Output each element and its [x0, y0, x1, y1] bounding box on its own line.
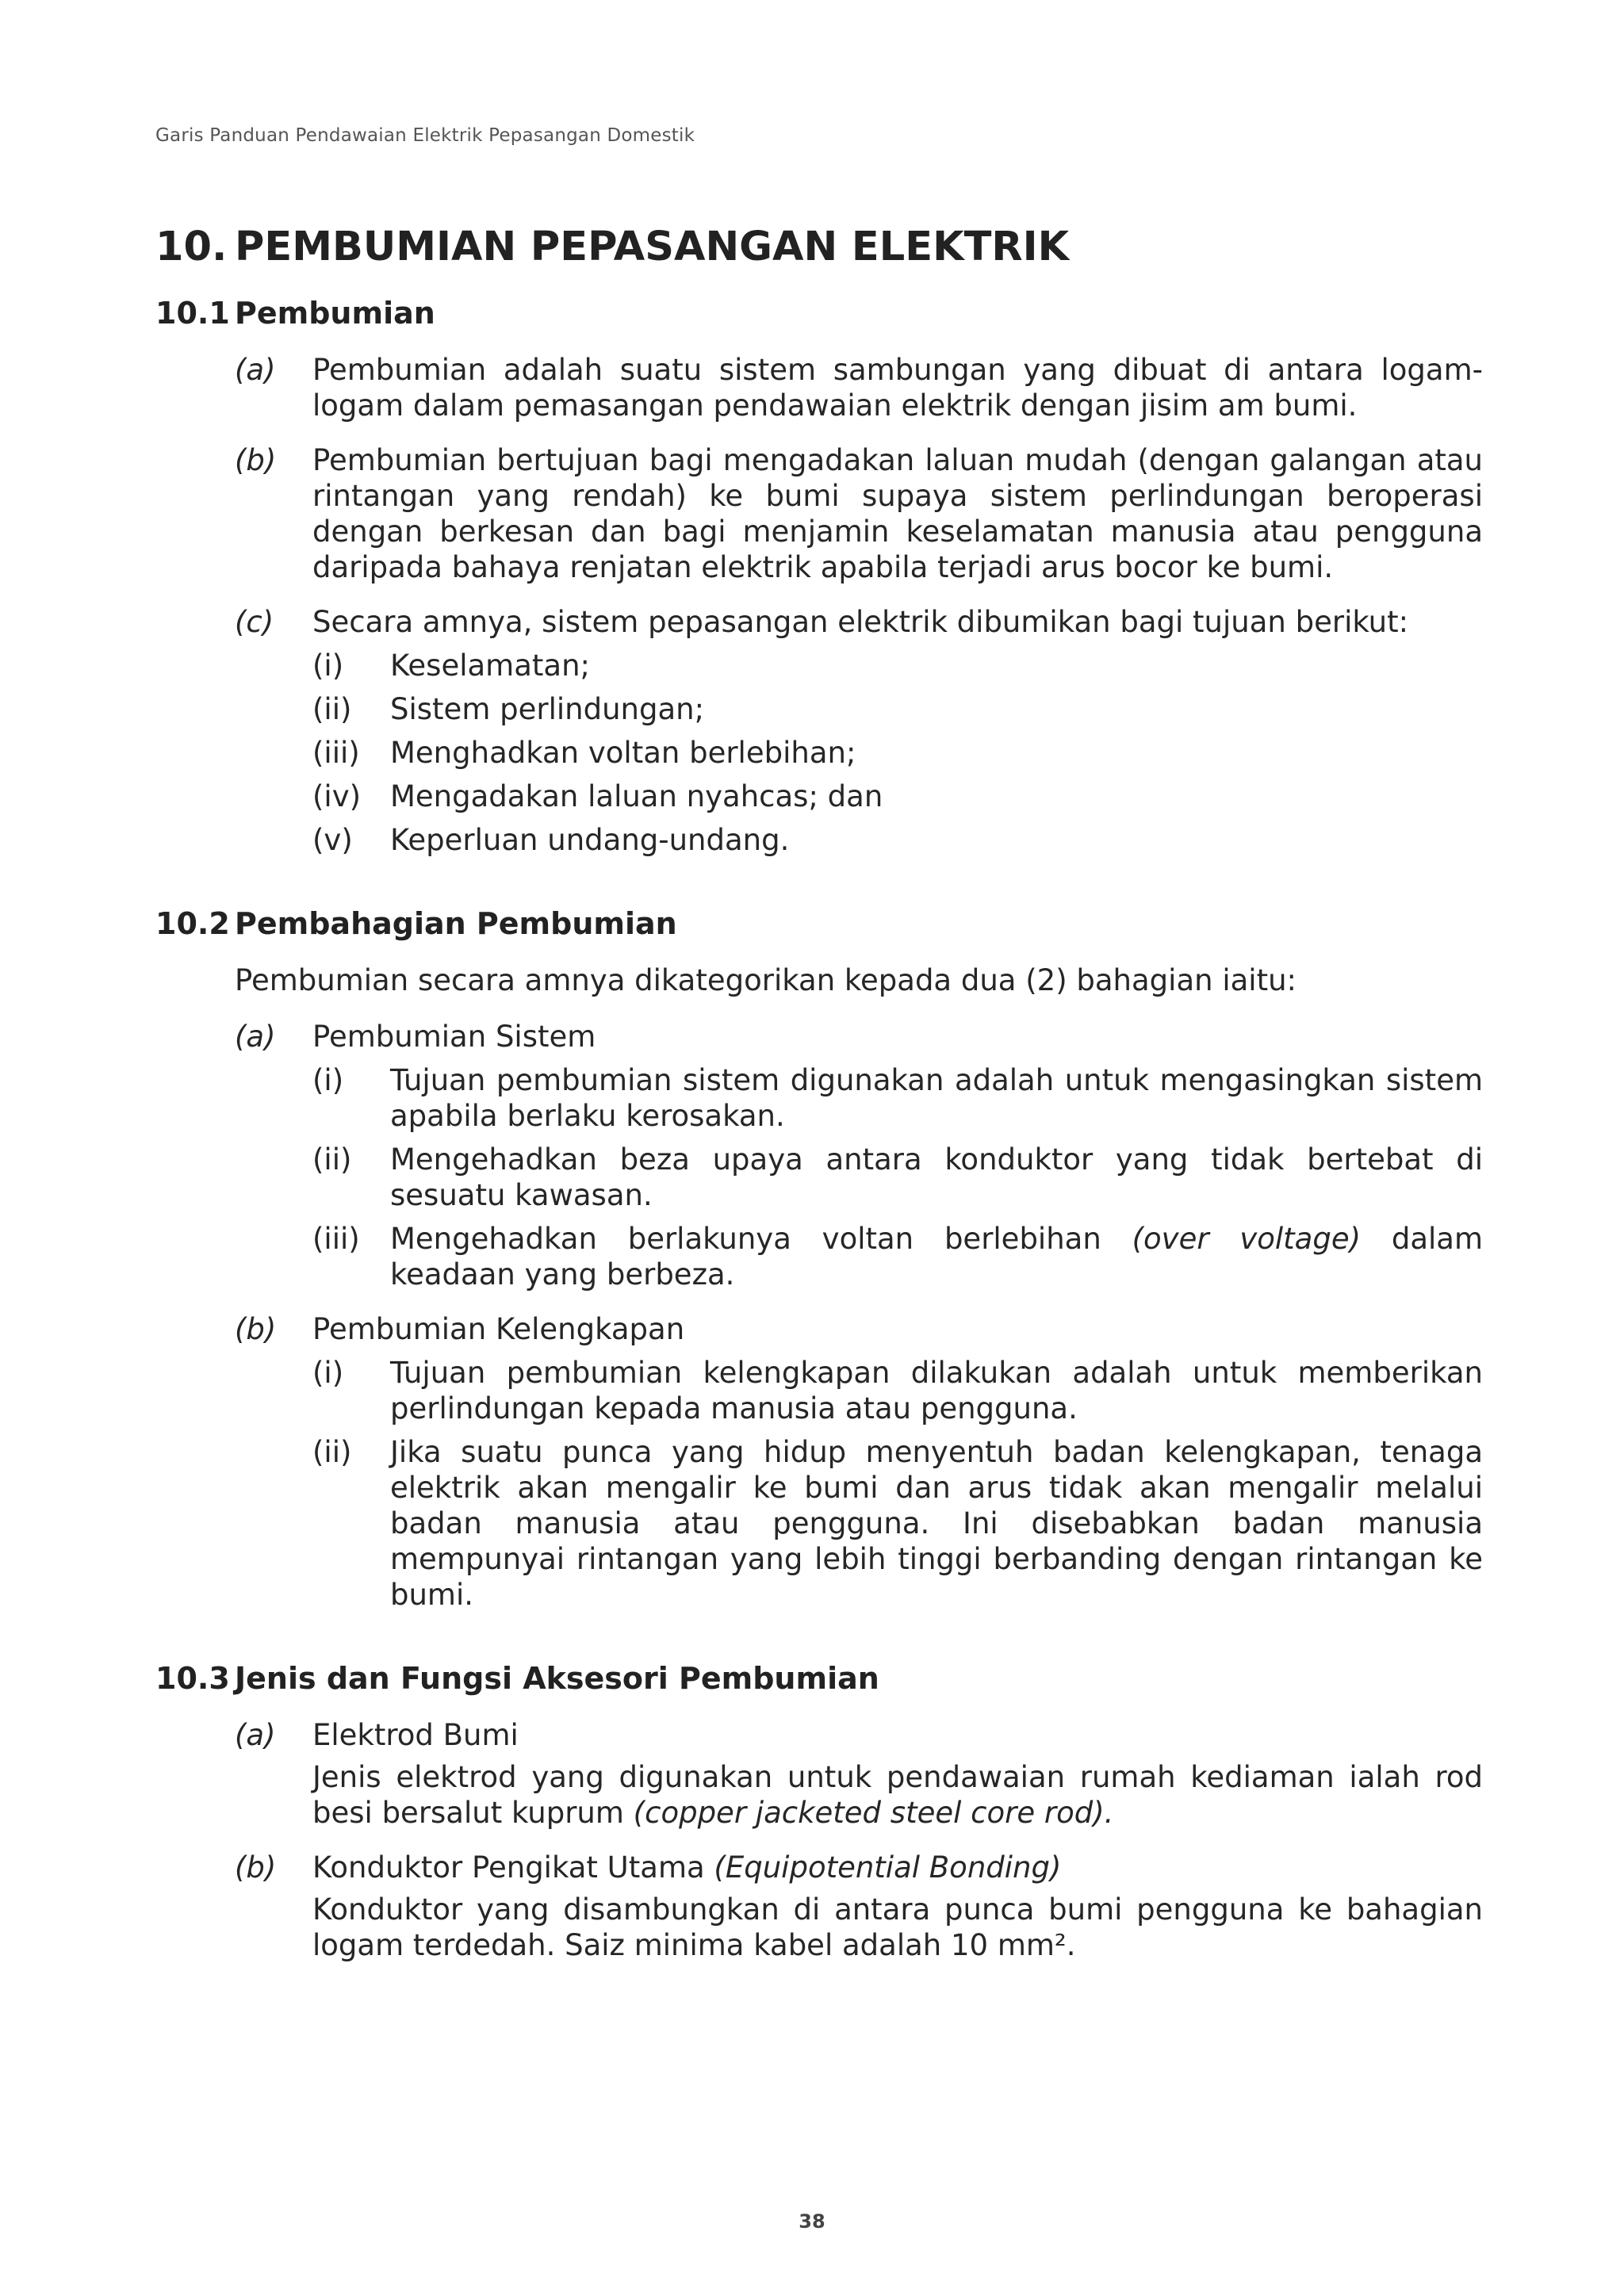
- section-10-1: [155, 293, 1483, 858]
- section-10-3: [155, 1659, 1483, 1963]
- section-heading: [155, 293, 1483, 333]
- english-term: (over voltage): [1132, 1222, 1362, 1256]
- item-title: Elektrod Bumi: [312, 1718, 519, 1752]
- sub-item-label: (v): [312, 823, 353, 857]
- sub-item-label: (i): [312, 649, 344, 683]
- page-content: [155, 293, 1483, 2009]
- english-term: (copper jacketed steel core rod).: [633, 1796, 1114, 1830]
- sub-item-text: Tujuan pembumian sistem digunakan adalah untuk mengasingkan sistem apabila berlaku kerosakan.: [390, 1063, 1483, 1133]
- chapter-title-text: PEMBUMIAN PEPASANGAN ELEKTRIK: [235, 224, 1070, 270]
- item-label: (b): [235, 1312, 277, 1346]
- sub-item: [312, 691, 1483, 727]
- section-10-2: [155, 904, 1483, 1613]
- chapter-title: [155, 224, 1069, 270]
- item-text: Secara amnya, sistem pepasangan elektrik dibumikan bagi tujuan berikut:: [312, 605, 1409, 639]
- section-number: 10.2: [155, 906, 230, 941]
- item-text: Pembumian bertujuan bagi mengadakan laluan mudah (dengan galangan atau rintangan yang rendah) ke bumi supaya sistem perlindungan beroperasi dengan berkesan dan bagi menjamin keselamatan manusia atau pengguna daripada bahaya renjatan elektrik apabila terjadi arus bocor ke bumi.: [312, 443, 1483, 584]
- sub-item: [312, 735, 1483, 771]
- sub-item-text: Menghadkan voltan berlebihan;: [390, 736, 856, 770]
- list-item-c: [155, 604, 1483, 858]
- sub-item: [312, 1355, 1483, 1426]
- section-title: Pembumian: [235, 296, 435, 331]
- sub-item-text: Jika suatu punca yang hidup menyentuh badan kelengkapan, tenaga elektrik akan mengalir ke bumi dan arus tidak akan mengalir melalui badan manusia atau pengguna. Ini disebabkan badan manusia mempunyai rintangan yang lebih tinggi berbanding dengan rintangan ke bumi.: [390, 1435, 1483, 1612]
- list-item-a: [155, 1019, 1483, 1292]
- chapter-number: 10.: [155, 224, 228, 270]
- item-text: Pembumian Sistem: [312, 1020, 596, 1054]
- sub-item-text: Keselamatan;: [390, 649, 590, 683]
- sub-item: [312, 1062, 1483, 1134]
- sub-item-text: Tujuan pembumian kelengkapan dilakukan adalah untuk memberikan perlindungan kepada manusia atau pengguna.: [390, 1356, 1483, 1425]
- sub-item: [312, 822, 1483, 858]
- section-intro: Pembumian secara amnya dikategorikan kepada dua (2) bahagian iaitu:: [235, 963, 1297, 997]
- item-label: (c): [235, 605, 274, 639]
- running-header: Garis Panduan Pendawaian Elektrik Pepasangan Domestik: [155, 125, 695, 146]
- sub-item: [312, 1142, 1483, 1213]
- sub-item: [312, 648, 1483, 683]
- text-part: Jenis elektrod yang digunakan untuk pendawaian rumah kediaman ialah rod besi bersalut kuprum: [312, 1760, 1483, 1830]
- item-description: Konduktor yang disambungkan di antara punca bumi pengguna ke bahagian logam terdedah. Saiz minima kabel adalah 10 mm².: [312, 1892, 1483, 1962]
- sub-item: [312, 1221, 1483, 1292]
- list-item-a: [155, 1717, 1483, 1831]
- list-item-a: [155, 352, 1483, 423]
- sub-item-label: (iii): [312, 1222, 360, 1256]
- item-title: [312, 1850, 1483, 1885]
- text-part: dalam keadaan yang berbeza.: [390, 1222, 1483, 1292]
- sub-item-text: [390, 1221, 1483, 1292]
- item-label: (b): [235, 443, 277, 477]
- item-text: Pembumian Kelengkapan: [312, 1312, 685, 1346]
- section-title: Jenis dan Fungsi Aksesori Pembumian: [235, 1661, 879, 1696]
- english-term: (Equipotential Bonding): [714, 1850, 1062, 1885]
- sub-item-text: Keperluan undang-undang.: [390, 823, 790, 857]
- item-text: Pembumian adalah suatu sistem sambungan yang dibuat di antara logam-logam dalam pemasangan pendawaian elektrik dengan jisim am bumi.: [312, 353, 1483, 423]
- sub-item-label: (iii): [312, 736, 360, 770]
- item-label: (a): [235, 353, 276, 387]
- sub-item-label: (ii): [312, 1142, 352, 1177]
- section-heading: [155, 904, 1483, 943]
- sub-item-text: Sistem perlindungan;: [390, 692, 705, 726]
- list-item-b: [155, 442, 1483, 585]
- section-heading: [155, 1659, 1483, 1698]
- item-label: (a): [235, 1718, 276, 1752]
- list-item-b: [155, 1311, 1483, 1613]
- item-description: [312, 1759, 1483, 1831]
- item-label: (a): [235, 1020, 276, 1054]
- purpose-list: [312, 648, 1483, 858]
- sub-item: [312, 1434, 1483, 1613]
- sub-item-text: Mengadakan laluan nyahcas; dan: [390, 779, 883, 813]
- sub-item-text: Mengehadkan beza upaya antara konduktor yang tidak bertebat di sesuatu kawasan.: [390, 1142, 1483, 1212]
- page-number: 38: [799, 2210, 825, 2233]
- sub-item-label: (ii): [312, 1435, 352, 1469]
- sub-item-label: (ii): [312, 692, 352, 726]
- list-item-b: [155, 1850, 1483, 1963]
- sub-item-label: (iv): [312, 779, 362, 813]
- section-number: 10.1: [155, 296, 230, 331]
- sub-item-label: (i): [312, 1356, 344, 1390]
- text-part: Mengehadkan berlakunya voltan berlebihan: [390, 1222, 1132, 1256]
- sub-item-label: (i): [312, 1063, 344, 1097]
- section-title: Pembahagian Pembumian: [235, 906, 677, 941]
- text-part: Konduktor Pengikat Utama: [312, 1850, 714, 1885]
- section-number: 10.3: [155, 1661, 230, 1696]
- sub-item: [312, 779, 1483, 814]
- item-label: (b): [235, 1850, 277, 1885]
